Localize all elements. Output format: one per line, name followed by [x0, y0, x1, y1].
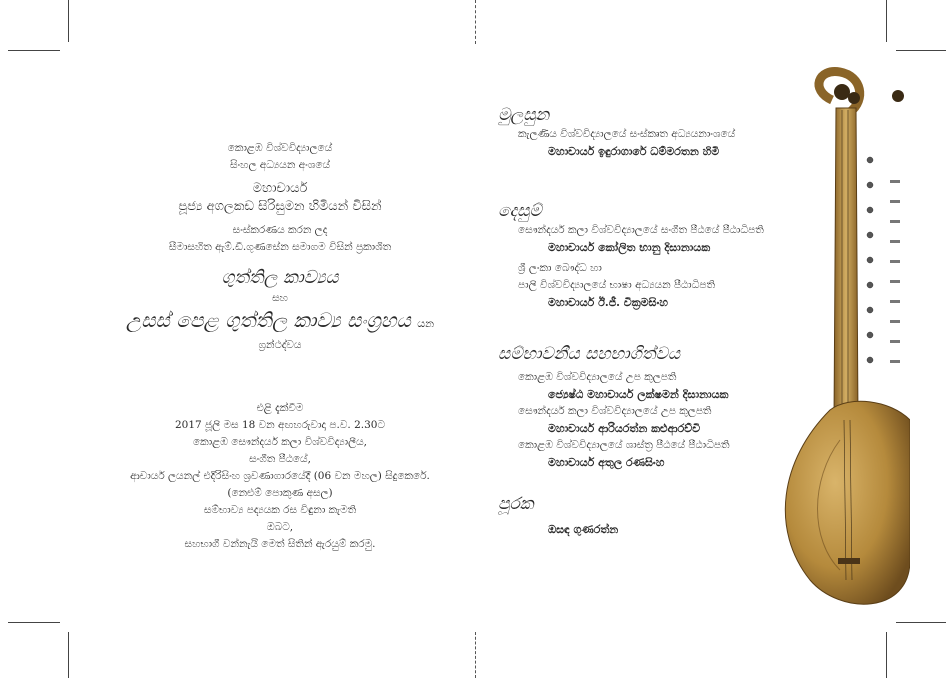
section-title: මුලසුන	[498, 105, 550, 125]
editor-name: පූජ්‍ය අගලකඩ සිරිසුමන හිමියන් විසින්	[178, 199, 382, 214]
section-title: පූරක	[498, 494, 534, 514]
role-line: කැලණිය විශ්වවිද්‍යාලයේ සංස්කෘත අධ්‍යයනාංශයේ	[518, 128, 736, 140]
person-name: මහාචාර්ය ඊ.ජී. වික්‍රමසිංහ	[548, 296, 668, 309]
venue-line-2: සංගීත පීඨයේ,	[249, 453, 311, 465]
fold-line-bottom	[475, 632, 476, 678]
book-title-2: උසස් පෙළ ගුත්තිල කාව්‍ය සංග්‍රහය	[125, 308, 411, 332]
crop-mark	[8, 622, 60, 623]
department-line: සිංහල අධ්‍යයන අංශයේ	[229, 159, 331, 171]
person-name: මහාචාර්ය අතුල රණසිංහ	[548, 456, 665, 469]
university-line: කොළඹ විශ්වවිද්‍යාලයේ	[227, 142, 333, 154]
book-title-1: ගුත්තිල කාව්‍යය	[221, 267, 339, 288]
section-title: දෙසුම්	[498, 201, 542, 221]
person-name: මහාචාර්ය ආරියරත්න කළුආරච්චි	[548, 422, 701, 435]
invite-line-2: ඔබට,	[266, 521, 294, 533]
crop-mark	[886, 0, 887, 42]
person-name: ඔසඳ ගුණරත්න	[548, 523, 619, 536]
crop-mark	[896, 622, 946, 623]
role-line: කොළඹ විශ්වවිද්‍යාලයේ උප කුලපති	[518, 371, 677, 383]
role-line: ශ්‍රී ලංකා බෞද්ධ හා	[518, 262, 602, 274]
launch-date: 2017 ජූලි මස 18 වන අඟහරුවාදා ප.ව. 2.30ට	[174, 419, 385, 431]
fold-line-top	[475, 0, 476, 44]
launch-heading: එළි දැක්වීම	[256, 402, 304, 414]
role-line: සෞන්දර්ය කලා විශ්වවිද්‍යාලයේ සංගීත පීඨයේ පීඨාධිපති	[518, 224, 764, 236]
person-name: මහාචාර්ය ඉඳුරාගාරේ ධම්මරතන හිමි	[548, 145, 720, 158]
and-word: සහ	[272, 292, 288, 304]
venue-line-3: ආචාර්ය ලයනල් එදිරිසිංහ ශ්‍රවණාගාරයේදී (06 වන මහල) සිදුකෙරේ.	[130, 470, 430, 482]
crop-mark	[8, 50, 60, 51]
invite-line-3: සහභාගී වන්නැයි මෙත් සිතින් ඇරයුම් කරමු.	[184, 538, 376, 550]
venue-line-1: කොළඹ සෞන්දර්ය කලා විශ්වවිද්‍යාලීය,	[193, 436, 367, 448]
role-line: පාලි විශ්වවිද්‍යාලයේ භාෂා අධ්‍යයන පීඨාධිපති	[518, 279, 716, 291]
books-word: ග්‍රන්ථද්වය	[258, 339, 302, 351]
role-line: කොළඹ විශ්වවිද්‍යාලයේ ශාස්ත්‍ර පීඨයේ පීඨාධිපති	[518, 439, 730, 451]
book-title-2-suffix: යන	[417, 317, 435, 330]
edited-line: සංස්කරණය කරන ලද	[232, 224, 328, 236]
veena-illustration-icon	[770, 60, 910, 620]
crop-mark	[68, 0, 69, 42]
role-line: සෞන්දර්ය කලා විශ්වවිද්‍යාලයේ උප කුලපති	[518, 405, 712, 417]
person-name: මහාචාර්ය කෝලිත භානු දිසානායක	[548, 241, 711, 254]
person-name: ජ්‍යෙෂ්ඨ මහාචාර්ය ලක්ෂමන් දිසානායක	[548, 388, 729, 401]
invite-line-1: සම්භාව්‍ය පද්‍යයක රස විඳුනා කැමති	[203, 504, 357, 516]
crop-mark	[886, 632, 887, 678]
venue-line-4: (නෙළුම් පොකුණ අසල)	[227, 487, 333, 499]
crop-mark	[68, 632, 69, 678]
editor-title: මහාචාර්ය	[252, 181, 308, 196]
crop-mark	[896, 50, 946, 51]
publisher-line: සීමාසහිත ඇම්.ඩී.ගුණසේන සමාගම විසින් ප්‍රකාශිත	[168, 241, 392, 253]
section-title: සම්භාවනීය සහභාගිත්වය	[498, 344, 681, 364]
left-panel	[120, 140, 440, 553]
book-title-2-line	[120, 307, 440, 337]
